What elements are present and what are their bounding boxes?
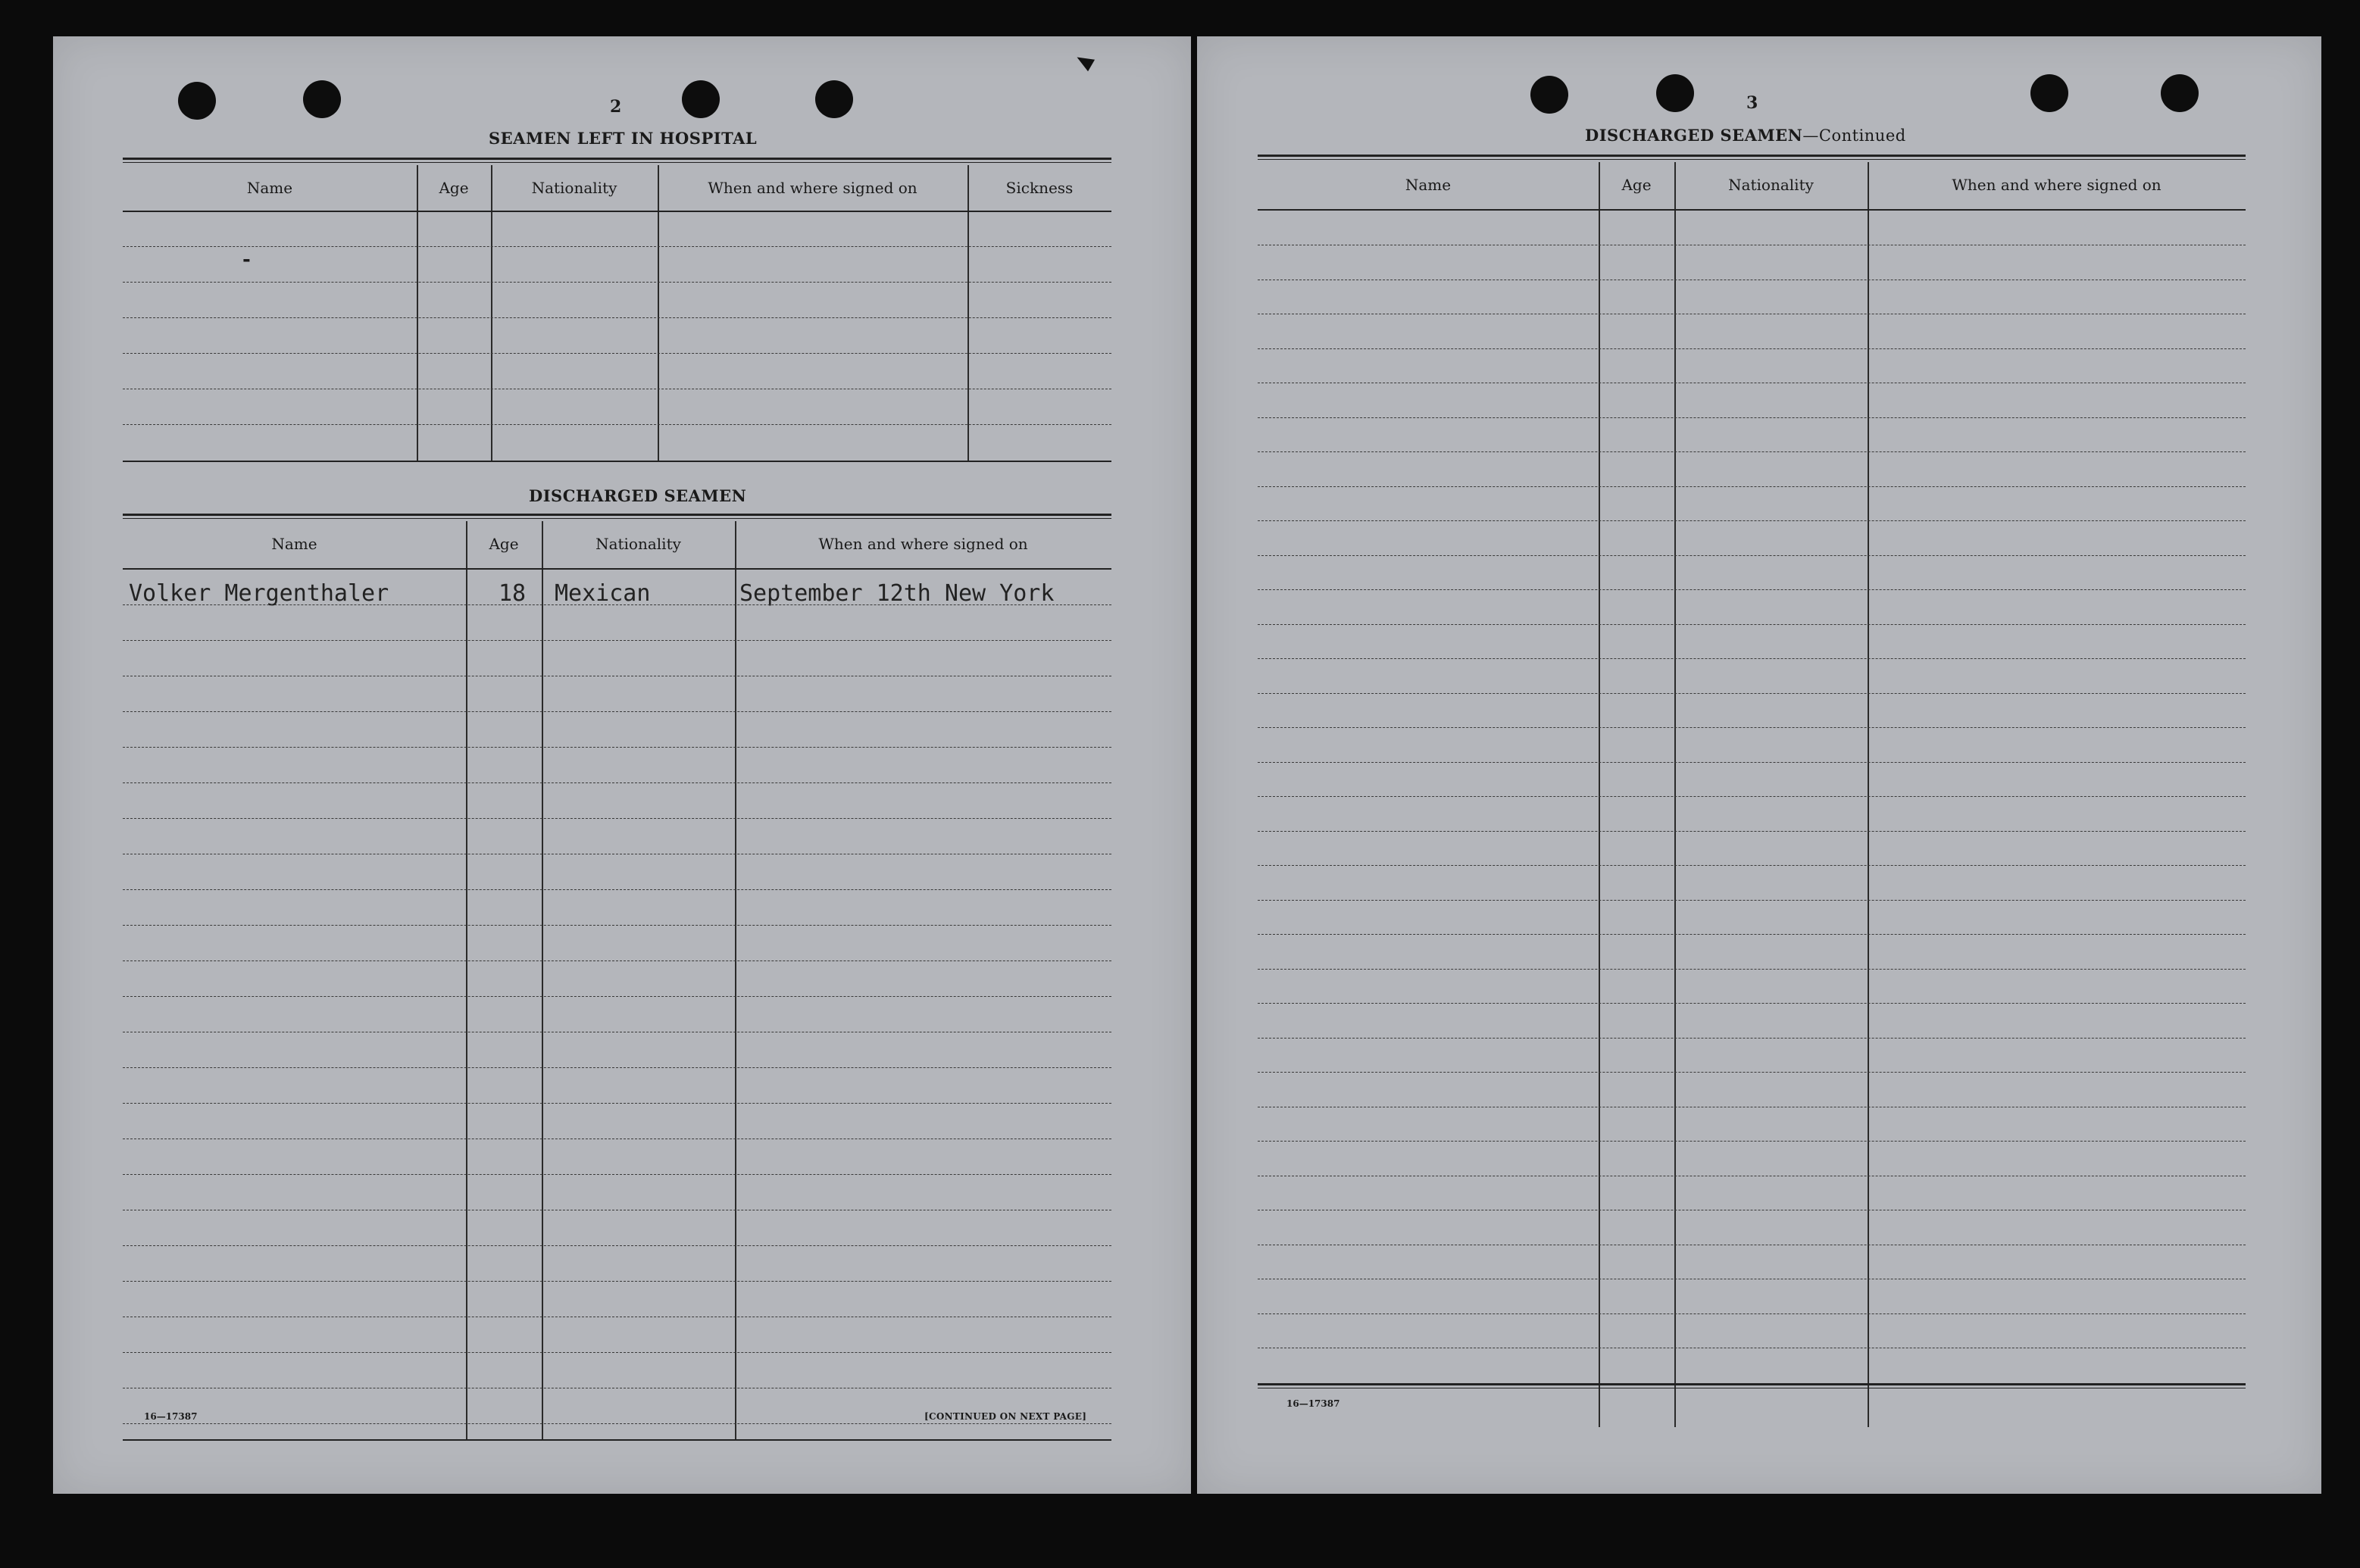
row-line — [123, 1281, 1111, 1282]
continued-note: [CONTINUED ON NEXT PAGE] — [924, 1411, 1087, 1422]
row-line — [1258, 589, 2246, 590]
row-line — [1258, 727, 2246, 728]
row-line — [1258, 1003, 2246, 1004]
row-line — [123, 889, 1111, 890]
col-header-nationality: Nationality — [531, 179, 617, 197]
right-page — [1197, 36, 2321, 1494]
row-line — [123, 282, 1111, 283]
col-header-nationality: Nationality — [1728, 176, 1814, 194]
row-line — [123, 818, 1111, 819]
row-line — [1258, 865, 2246, 866]
row-line — [123, 711, 1111, 712]
column-divider — [1674, 162, 1676, 1427]
column-divider — [658, 165, 659, 461]
punch-hole — [2030, 74, 2068, 112]
row-line — [1258, 693, 2246, 694]
row-line — [1258, 348, 2246, 349]
row-line — [123, 1352, 1111, 1353]
row-line — [123, 996, 1111, 997]
row-line — [1258, 658, 2246, 659]
seaman-signed-on: September 12th New York — [739, 580, 1055, 607]
row-line — [123, 1174, 1111, 1175]
punch-hole — [178, 82, 216, 120]
col-header-age: Age — [489, 535, 519, 553]
row-line — [1258, 1141, 2246, 1142]
punch-hole — [682, 80, 720, 118]
discharged-top-rule — [123, 514, 1111, 519]
col-header-name: Name — [271, 535, 317, 553]
row-line — [123, 353, 1111, 354]
row-line — [1258, 417, 2246, 418]
punch-hole — [1656, 74, 1694, 112]
header-rule — [1258, 209, 2246, 211]
discharged-bottom-rule — [123, 1439, 1111, 1441]
row-line — [1258, 900, 2246, 901]
hospital-bottom-rule — [123, 461, 1111, 462]
header-rule — [123, 568, 1111, 570]
seaman-age: 18 — [499, 580, 527, 607]
row-line — [123, 604, 1111, 605]
column-divider — [542, 521, 543, 1439]
column-divider — [491, 165, 492, 461]
row-line — [1258, 831, 2246, 832]
row-line — [123, 640, 1111, 641]
header-rule — [123, 211, 1111, 212]
punch-hole — [303, 80, 341, 118]
row-line — [1258, 796, 2246, 797]
col-header-age: Age — [1621, 176, 1652, 194]
punch-hole — [1530, 76, 1568, 114]
row-line — [1258, 1313, 2246, 1314]
arrow-mark-icon — [1074, 52, 1095, 72]
col-header-age: Age — [439, 179, 469, 197]
row-line — [1258, 520, 2246, 521]
column-divider — [1599, 162, 1600, 1427]
row-line — [1258, 934, 2246, 935]
hospital-top-rule — [123, 158, 1111, 163]
row-line — [1258, 1072, 2246, 1073]
row-line — [123, 1245, 1111, 1246]
row-line — [123, 747, 1111, 748]
row-line — [1258, 1038, 2246, 1039]
discharged-top-rule — [1258, 155, 2246, 160]
col-header-name: Name — [1405, 176, 1452, 194]
row-line — [123, 960, 1111, 961]
row-line — [123, 317, 1111, 318]
seaman-nationality: Mexican — [555, 580, 651, 607]
form-number: 16—17387 — [1286, 1398, 1340, 1409]
row-line — [1258, 486, 2246, 487]
left-page — [53, 36, 1191, 1494]
row-line — [123, 424, 1111, 425]
row-line — [123, 782, 1111, 783]
discharged-section-title: DISCHARGED SEAMEN — [529, 486, 747, 505]
row-line — [1258, 624, 2246, 625]
row-line — [123, 1103, 1111, 1104]
page-number: 3 — [1746, 93, 1758, 113]
row-line — [123, 246, 1111, 247]
column-divider — [417, 165, 418, 461]
row-line — [1258, 969, 2246, 970]
column-divider — [466, 521, 467, 1439]
column-divider — [735, 521, 736, 1439]
punch-hole — [815, 80, 853, 118]
row-line — [123, 1067, 1111, 1068]
punch-hole — [2161, 74, 2199, 112]
row-line — [1258, 555, 2246, 556]
col-header-nationality: Nationality — [595, 535, 681, 553]
row-line — [1258, 762, 2246, 763]
column-divider — [1868, 162, 1869, 1427]
col-header-name: Name — [246, 179, 293, 197]
row-line — [1258, 451, 2246, 452]
seaman-name: Volker Mergenthaler — [129, 580, 389, 607]
hospital-entry-dash: - — [242, 248, 251, 271]
col-header-signed-on: When and where signed on — [708, 179, 917, 197]
column-divider — [967, 165, 969, 461]
hospital-section-title: SEAMEN LEFT IN HOSPITAL — [489, 129, 758, 148]
col-header-sickness: Sickness — [1005, 179, 1074, 197]
col-header-signed-on: When and where signed on — [818, 535, 1028, 553]
row-line — [123, 1423, 1111, 1424]
discharged-bottom-rule — [1258, 1383, 2246, 1388]
row-line — [123, 925, 1111, 926]
page-number: 2 — [610, 97, 622, 117]
form-number: 16—17387 — [144, 1411, 198, 1422]
discharged-continued-title: DISCHARGED SEAMEN—Continued — [1585, 126, 1906, 145]
col-header-signed-on: When and where signed on — [1952, 176, 2162, 194]
